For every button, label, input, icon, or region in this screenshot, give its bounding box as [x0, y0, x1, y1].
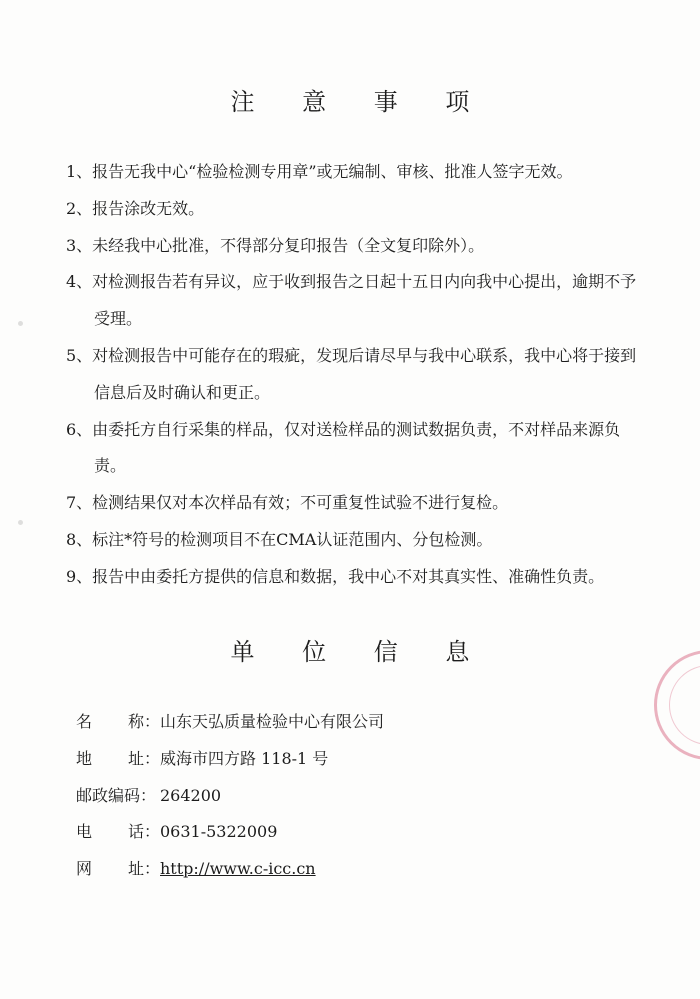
company-name-value: 山东天弘质量检验中心有限公司: [160, 712, 385, 731]
website-link[interactable]: http://www.c-icc.cn: [160, 859, 316, 879]
phone-value: 0631-5322009: [160, 822, 278, 842]
info-label: [76, 778, 160, 815]
binding-hole: [18, 520, 23, 525]
notice-title: 注 意 事 项: [230, 88, 490, 116]
label-char: 址：: [127, 859, 160, 879]
label-char: 电: [76, 822, 93, 842]
address-row: [76, 741, 384, 778]
label-char: 话：: [127, 822, 160, 842]
notice-item: 7、检测结果仅对本次样品有效；不可重复性试验不进行复检。: [66, 493, 509, 513]
postcode-value: 264200: [160, 785, 222, 805]
info-label: [76, 851, 160, 888]
company-name-row: [76, 704, 384, 741]
info-label: [76, 741, 160, 778]
notice-item: 3、未经我中心批准，不得部分复印报告（全文复印除外）。: [66, 235, 485, 255]
label-char: 邮政编码：: [76, 785, 157, 805]
info-label: [76, 704, 160, 741]
unit-info-table: [76, 704, 384, 888]
label-char: 地: [76, 748, 93, 768]
info-label: [76, 814, 160, 851]
notice-item: 2、报告涂改无效。: [66, 198, 205, 218]
notice-list: [66, 154, 651, 596]
seal-inner-ring: [669, 665, 700, 745]
notice-item: 1、报告无我中心“检验检测专用章”或无编制、审核、批准人签字无效。: [66, 162, 573, 181]
unit-info-title: 单 位 信 息: [230, 638, 490, 666]
binding-hole: [18, 321, 23, 326]
notice-item: 5、对检测报告中可能存在的瑕疵，发现后请尽早与我中心联系，我中心将于接到信息后及时确认和更正。: [66, 345, 637, 402]
label-char: 网: [76, 859, 93, 879]
notice-item: 6、由委托方自行采集的样品，仅对送检样品的测试数据负责，不对样品来源负责。: [66, 419, 621, 476]
phone-row: [76, 814, 384, 851]
postcode-row: [76, 778, 384, 815]
notice-item: 8、标注*符号的检测项目不在CMA认证范围内、分包检测。: [66, 529, 493, 549]
notice-item: 4、对检测报告若有异议，应于收到报告之日起十五日内向我中心提出，逾期不予受理。: [66, 272, 637, 329]
website-row: [76, 851, 384, 888]
label-char: 名: [76, 712, 93, 731]
label-char: 址：: [127, 748, 160, 768]
notice-item: 9、报告中由委托方提供的信息和数据，我中心不对其真实性、准确性负责。: [66, 566, 605, 586]
address-value: 威海市四方路 118-1 号: [160, 748, 329, 768]
label-char: 称：: [127, 712, 160, 731]
